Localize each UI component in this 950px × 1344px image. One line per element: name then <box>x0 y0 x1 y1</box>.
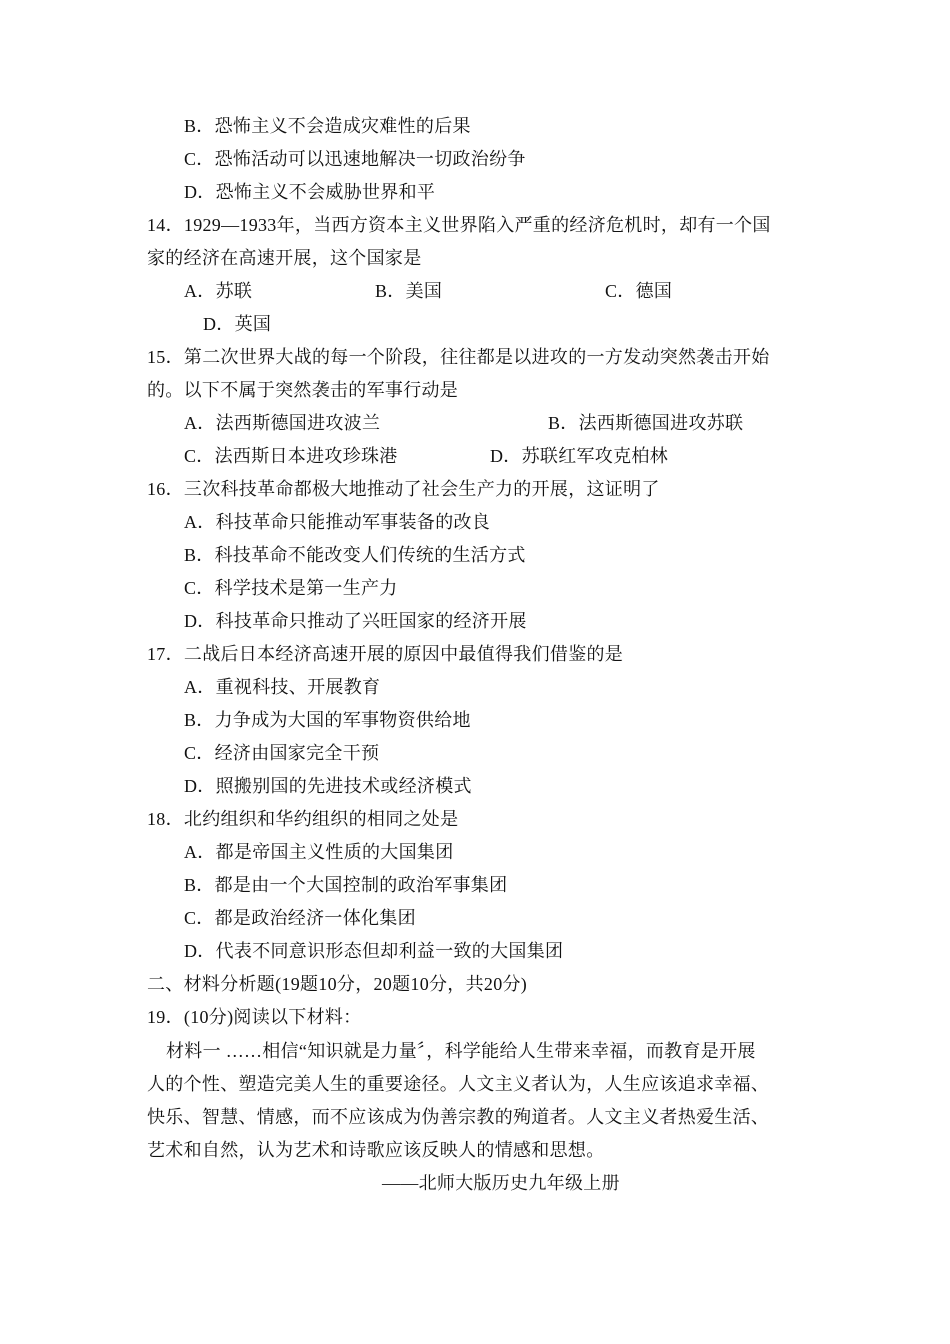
q14-stem-line2: 家的经济在高速开展，这个国家是 <box>147 248 422 268</box>
q18-option-c: C．都是政治经济一体化集团 <box>184 908 416 928</box>
q18-option-b: B．都是由一个大国控制的政治军事集团 <box>184 875 508 895</box>
q13-option-b: B．恐怖主义不会造成灾难性的后果 <box>184 116 471 136</box>
q16-option-d: D．科技革命只推动了兴旺国家的经济开展 <box>184 611 527 631</box>
q19-material-line4: 艺术和自然，认为艺术和诗歌应该反映人的情感和思想。 <box>147 1140 605 1160</box>
q15-stem-line2: 的。以下不属于突然袭击的军事行动是 <box>147 380 459 400</box>
q17-option-d: D．照搬别国的先进技术或经济模式 <box>184 776 472 796</box>
q17-stem: 17．二战后日本经济高速开展的原因中最值得我们借鉴的是 <box>147 644 624 664</box>
q14-option-d: D．英国 <box>203 314 272 334</box>
q15-option-c: C．法西斯日本进攻珍珠港 <box>184 446 398 466</box>
q14-option-a: A．苏联 <box>184 281 253 301</box>
q15-option-b: B．法西斯德国进攻苏联 <box>548 413 744 433</box>
q16-option-c: C．科学技术是第一生产力 <box>184 578 398 598</box>
q13-option-d: D．恐怖主义不会威胁世界和平 <box>184 182 436 202</box>
q16-option-b: B．科技革命不能改变人们传统的生活方式 <box>184 545 526 565</box>
q19-material-line3: 快乐、智慧、情感，而不应该成为伪善宗教的殉道者。人文主义者热爱生活、 <box>147 1107 770 1127</box>
q18-stem: 18．北约组织和华约组织的相同之处是 <box>147 809 459 829</box>
q17-option-c: C．经济由国家完全干预 <box>184 743 380 763</box>
q16-option-a: A．科技革命只能推动军事装备的改良 <box>184 512 491 532</box>
q19-material-source: ——北师大版历史九年级上册 <box>382 1173 620 1193</box>
q18-option-d: D．代表不同意识形态但却利益一致的大国集团 <box>184 941 564 961</box>
q15-stem-line1: 15．第二次世界大战的每一个阶段，往往都是以进攻的一方发动突然袭击开始 <box>147 347 770 367</box>
q14-option-c: C．德国 <box>605 281 673 301</box>
section2-heading: 二、材料分析题(19题10分，20题10分，共20分) <box>147 974 528 994</box>
q17-option-b: B．力争成为大国的军事物资供给地 <box>184 710 471 730</box>
q15-option-a: A．法西斯德国进攻波兰 <box>184 413 381 433</box>
q18-option-a: A．都是帝国主义性质的大国集团 <box>184 842 454 862</box>
q15-option-d: D．苏联红军攻克柏林 <box>490 446 668 466</box>
q14-stem-line1: 14．1929—1933年，当西方资本主义世界陷入严重的经济危机时，却有一个国 <box>147 215 771 235</box>
q17-option-a: A．重视科技、开展教育 <box>184 677 381 697</box>
q16-stem: 16．三次科技革命都极大地推动了社会生产力的开展，这证明了 <box>147 479 660 499</box>
q19-stem: 19．(10分)阅读以下材料： <box>147 1007 362 1027</box>
q13-option-c: C．恐怖活动可以迅速地解决一切政治纷争 <box>184 149 526 169</box>
q14-option-b: B．美国 <box>375 281 443 301</box>
q19-material-line2: 人的个性、塑造完美人生的重要途径。人文主义者认为，人生应该追求幸福、 <box>147 1074 770 1094</box>
q19-material-line1: 材料一 ……相信“知识就是力量〞，科学能给人生带来幸福，而教育是开展 <box>166 1041 756 1061</box>
